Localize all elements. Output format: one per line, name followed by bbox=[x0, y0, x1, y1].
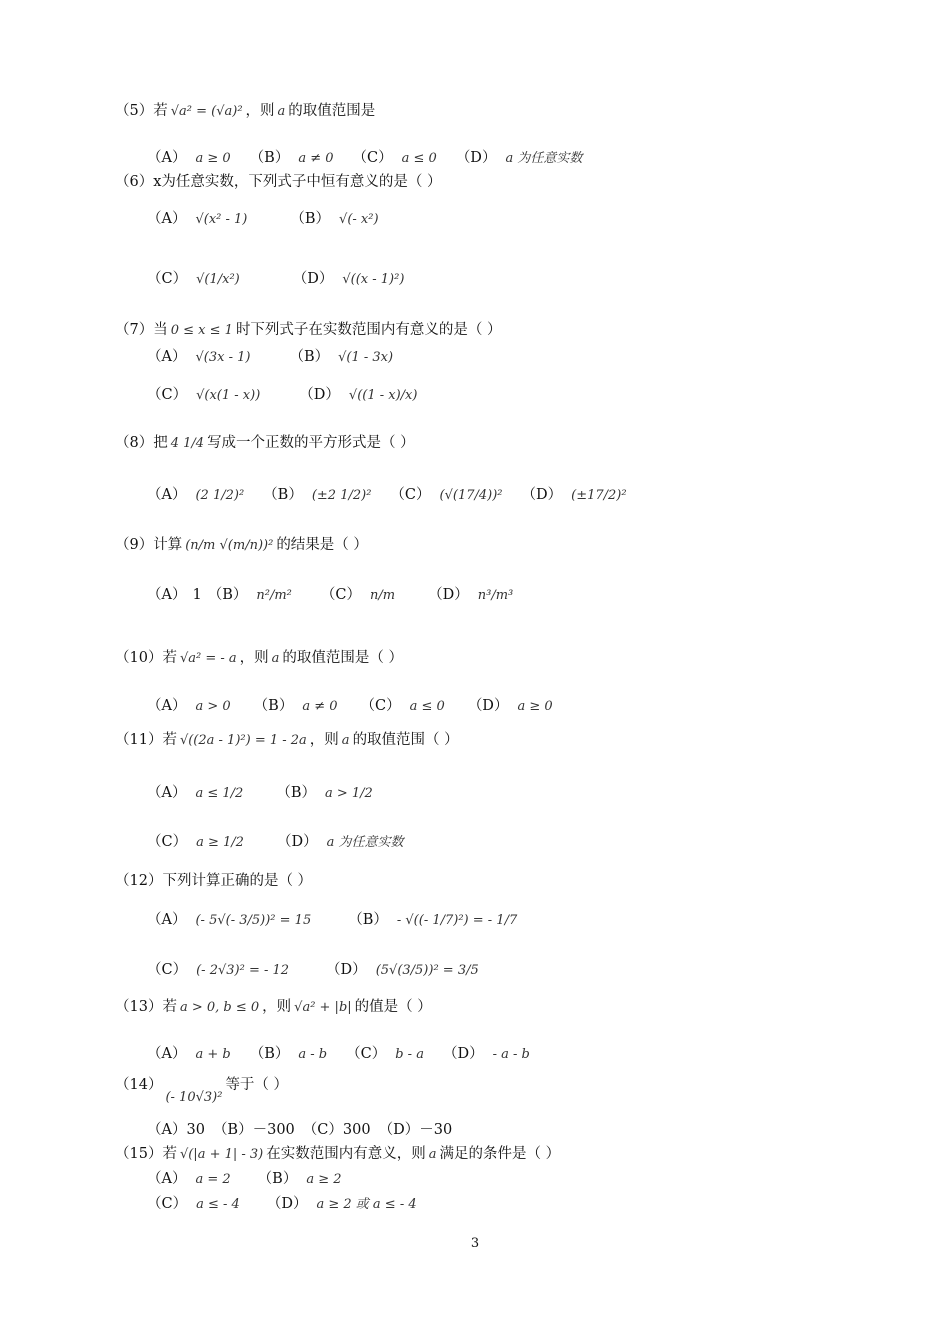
option-label: （A） bbox=[147, 1046, 187, 1062]
option-text: a > 0 bbox=[195, 698, 231, 714]
q12-option-d bbox=[326, 963, 482, 978]
q15-option-b bbox=[258, 1172, 345, 1187]
q13-expression: a > 0, b ≤ 0 bbox=[179, 999, 260, 1015]
option-label: （B） bbox=[249, 1046, 290, 1062]
q15-option-a bbox=[147, 1172, 234, 1187]
option-label: （C） bbox=[390, 487, 431, 503]
option-label: （D） bbox=[292, 271, 334, 287]
option-label: （D） bbox=[428, 587, 469, 603]
option-label: （B） bbox=[290, 211, 331, 227]
q11-tail: 的取值范围（ ） bbox=[352, 732, 459, 748]
q9-option-a bbox=[147, 588, 202, 603]
q6-option-c bbox=[147, 272, 243, 287]
option-label: （B） bbox=[212, 1122, 253, 1138]
q9-expression: (n/m √(m/n))² bbox=[185, 537, 274, 553]
option-text: (- 2√3)² = - 12 bbox=[196, 962, 290, 978]
q8-option-d bbox=[522, 488, 630, 503]
option-text: (2 1/2)² bbox=[195, 487, 245, 503]
option-label: （B） bbox=[207, 587, 248, 603]
q13-tail: 的值是（ ） bbox=[354, 999, 432, 1015]
question-14-options bbox=[147, 1123, 468, 1138]
option-label: （D） bbox=[266, 1196, 308, 1212]
option-text: (- 5√(- 3/5))² = 15 bbox=[195, 912, 312, 928]
q12-option-b bbox=[348, 913, 520, 928]
option-label: （D） bbox=[442, 1046, 484, 1062]
option-label: （C） bbox=[302, 1122, 343, 1138]
question-12-stem bbox=[115, 874, 312, 889]
q15-tail: 在实数范围内有意义，则 bbox=[266, 1146, 426, 1162]
option-text: √((1 - x)/x) bbox=[348, 387, 418, 403]
option-label: （A） bbox=[147, 785, 187, 801]
q10-option-c bbox=[361, 699, 448, 714]
q13-prefix: （13）若 bbox=[115, 999, 177, 1015]
option-label: （C） bbox=[320, 587, 361, 603]
q8-tail: 写成一个正数的平方形式是（ ） bbox=[207, 435, 415, 451]
option-text: √(1 - 3x) bbox=[338, 349, 394, 365]
q14-tail: 等于（ ） bbox=[225, 1077, 289, 1093]
q11-variable: a bbox=[341, 732, 350, 748]
option-label: （D） bbox=[521, 487, 563, 503]
q7-prefix: （7）当 bbox=[115, 322, 168, 338]
option-text: b - a bbox=[395, 1046, 424, 1062]
q5-option-c bbox=[353, 151, 440, 166]
q8-expression: 4 1/4 bbox=[170, 435, 205, 451]
option-text: √(x(1 - x)) bbox=[196, 387, 261, 403]
option-text: a ≠ 0 bbox=[298, 150, 334, 166]
q11-option-a bbox=[147, 786, 246, 801]
q10-option-b bbox=[254, 699, 341, 714]
option-label: （A） bbox=[147, 487, 187, 503]
q15-tail-2: 满足的条件是（ ） bbox=[439, 1146, 561, 1162]
question-12-options-row-1 bbox=[147, 913, 536, 928]
option-text: a ≥ 0 bbox=[517, 698, 553, 714]
q5-option-b bbox=[250, 151, 337, 166]
q15-expression: √(|a + 1| - 3) bbox=[179, 1146, 264, 1162]
q15-variable: a bbox=[428, 1146, 437, 1162]
option-text: a + b bbox=[195, 1046, 231, 1062]
q5-option-d bbox=[456, 151, 586, 166]
question-9-stem bbox=[115, 538, 368, 553]
option-label: （B） bbox=[276, 785, 316, 801]
q11-option-b bbox=[276, 786, 376, 801]
option-text: n/m bbox=[370, 587, 396, 603]
question-7-options-row-2 bbox=[147, 388, 436, 403]
q9-prefix: （9）计算 bbox=[115, 537, 183, 553]
option-label: （C） bbox=[147, 271, 188, 287]
option-label: （C） bbox=[147, 834, 188, 850]
option-text: －30 bbox=[419, 1122, 453, 1138]
q8-prefix: （8）把 bbox=[115, 435, 168, 451]
q6-option-d bbox=[293, 272, 408, 287]
option-text: 30 bbox=[186, 1122, 205, 1138]
q10-expression: √a² = - a bbox=[179, 650, 237, 666]
q10-prefix: （10）若 bbox=[115, 650, 177, 666]
option-text: a ≥ 2 或 a ≤ - 4 bbox=[316, 1196, 417, 1212]
q8-option-c bbox=[390, 488, 505, 503]
question-5-options bbox=[147, 151, 601, 166]
q14-option-a bbox=[147, 1123, 205, 1138]
question-11-stem bbox=[115, 733, 459, 748]
q10-option-d bbox=[468, 699, 556, 714]
page-number: 3 bbox=[470, 1236, 480, 1251]
question-7-options-row-1 bbox=[147, 350, 412, 365]
option-text: a > 1/2 bbox=[324, 785, 373, 801]
option-label: （D） bbox=[276, 834, 318, 850]
option-text: 1 bbox=[192, 587, 202, 603]
option-label: （D） bbox=[299, 387, 340, 403]
q5-expression: √a² = (√a)² bbox=[170, 103, 243, 119]
q11-option-d bbox=[277, 835, 407, 850]
option-text: √(x² - 1) bbox=[195, 211, 248, 227]
option-label: （A） bbox=[147, 1171, 187, 1187]
q5-suffix: ，则 bbox=[245, 103, 275, 119]
option-label: （B） bbox=[249, 150, 290, 166]
question-6-options-row-1 bbox=[147, 212, 398, 227]
q5-option-a bbox=[147, 151, 234, 166]
option-label: （B） bbox=[253, 698, 294, 714]
option-label: （C） bbox=[346, 1046, 387, 1062]
question-8-stem bbox=[115, 436, 415, 451]
q6-option-a bbox=[147, 212, 250, 227]
q13-option-a bbox=[147, 1047, 234, 1062]
option-label: （A） bbox=[147, 698, 187, 714]
option-text: (±17/2)² bbox=[571, 487, 627, 503]
option-label: （B） bbox=[348, 912, 388, 928]
q14-option-d bbox=[379, 1123, 453, 1138]
option-label: （C） bbox=[147, 962, 188, 978]
question-15-options-row-1 bbox=[147, 1172, 361, 1187]
q12-stem: （12）下列计算正确的是（ ） bbox=[115, 873, 313, 889]
option-text: a ≤ 0 bbox=[401, 150, 437, 166]
q7-option-a bbox=[147, 350, 253, 365]
option-label: （A） bbox=[147, 150, 187, 166]
q11-suffix: ，则 bbox=[309, 732, 339, 748]
q8-option-b bbox=[263, 488, 374, 503]
option-text: a = 2 bbox=[195, 1171, 231, 1187]
q12-option-c bbox=[147, 963, 292, 978]
question-10-options bbox=[147, 699, 572, 714]
question-9-options bbox=[147, 588, 532, 603]
question-6-stem bbox=[115, 175, 442, 190]
q7-option-c bbox=[147, 388, 263, 403]
q6-stem: （6）x为任意实数，下列式子中恒有意义的是（ ） bbox=[115, 174, 442, 190]
option-label: （D） bbox=[455, 150, 497, 166]
question-5-stem bbox=[115, 104, 375, 119]
option-label: （D） bbox=[467, 698, 509, 714]
q15-option-d bbox=[267, 1197, 420, 1212]
question-11-options-row-1 bbox=[147, 786, 392, 801]
option-label: （C） bbox=[360, 698, 401, 714]
q13-suffix: ，则 bbox=[262, 999, 292, 1015]
q10-variable: a bbox=[271, 650, 280, 666]
question-7-stem bbox=[115, 323, 502, 338]
q15-option-c bbox=[147, 1197, 243, 1212]
option-text: a ≠ 0 bbox=[302, 698, 338, 714]
q14-option-b bbox=[213, 1123, 295, 1138]
q7-option-d bbox=[299, 388, 420, 403]
q13-option-b bbox=[250, 1047, 330, 1062]
q7-option-b bbox=[289, 350, 396, 365]
option-text: n³/m³ bbox=[477, 587, 514, 603]
option-text: a ≥ 2 bbox=[306, 1171, 342, 1187]
option-text: a ≤ - 4 bbox=[196, 1196, 240, 1212]
option-text: a - b bbox=[298, 1046, 328, 1062]
q7-expression: 0 ≤ x ≤ 1 bbox=[170, 322, 233, 338]
q12-option-a bbox=[147, 913, 314, 928]
option-text: a ≤ 0 bbox=[409, 698, 445, 714]
option-text: √((x - 1)²) bbox=[342, 271, 405, 287]
option-label: （A） bbox=[147, 349, 187, 365]
option-label: （A） bbox=[147, 587, 187, 603]
q13-expression-2: √a² + |b| bbox=[294, 999, 352, 1015]
option-label: （A） bbox=[147, 912, 187, 928]
option-text: n²/m² bbox=[256, 587, 292, 603]
question-14-stem bbox=[115, 1077, 289, 1105]
option-text: a 为任意实数 bbox=[505, 150, 583, 166]
question-15-options-row-2 bbox=[147, 1197, 436, 1212]
option-text: (±2 1/2)² bbox=[311, 487, 372, 503]
q11-option-c bbox=[147, 835, 247, 850]
question-15-stem bbox=[115, 1147, 560, 1162]
question-10-stem bbox=[115, 651, 403, 666]
option-text: a ≥ 1/2 bbox=[196, 834, 244, 850]
q10-tail: 的取值范围是（ ） bbox=[282, 650, 404, 666]
q14-expression: (- 10√3)² bbox=[165, 1089, 223, 1105]
question-8-options bbox=[147, 488, 646, 503]
option-label: （D） bbox=[326, 962, 367, 978]
question-11-options-row-2 bbox=[147, 835, 422, 850]
q14-option-c bbox=[303, 1123, 371, 1138]
option-text: a 为任意实数 bbox=[326, 834, 404, 850]
option-label: （B） bbox=[257, 1171, 298, 1187]
q11-expression: √((2a - 1)²) = 1 - 2a bbox=[179, 732, 307, 748]
q13-option-d bbox=[443, 1047, 533, 1062]
q8-option-a bbox=[147, 488, 247, 503]
option-label: （D） bbox=[378, 1122, 420, 1138]
option-label: （B） bbox=[263, 487, 303, 503]
option-text: a ≥ 0 bbox=[195, 150, 231, 166]
q6-option-b bbox=[290, 212, 381, 227]
option-label: （A） bbox=[147, 211, 187, 227]
question-6-options-row-2 bbox=[147, 272, 423, 287]
option-label: （C） bbox=[147, 387, 188, 403]
option-label: （A） bbox=[147, 1122, 187, 1138]
q5-tail: 的取值范围是 bbox=[288, 103, 376, 119]
option-text: √(- x²) bbox=[339, 211, 379, 227]
option-text: (√(17/4))² bbox=[439, 487, 503, 503]
q9-tail: 的结果是（ ） bbox=[276, 537, 368, 553]
q9-option-c bbox=[321, 588, 398, 603]
option-text: √(3x - 1) bbox=[195, 349, 251, 365]
q11-prefix: （11）若 bbox=[115, 732, 177, 748]
q10-suffix: ，则 bbox=[239, 650, 269, 666]
option-text: (5√(3/5))² = 3/5 bbox=[375, 962, 479, 978]
option-text: - a - b bbox=[492, 1046, 530, 1062]
q9-option-b bbox=[208, 588, 295, 603]
q10-option-a bbox=[147, 699, 234, 714]
option-label: （C） bbox=[352, 150, 393, 166]
q9-option-d bbox=[428, 588, 516, 603]
question-12-options-row-2 bbox=[147, 963, 498, 978]
option-text: √(1/x²) bbox=[196, 271, 240, 287]
option-text: a ≤ 1/2 bbox=[195, 785, 244, 801]
question-13-options bbox=[147, 1047, 549, 1062]
option-label: （B） bbox=[289, 349, 330, 365]
q14-prefix: （14） bbox=[115, 1077, 163, 1093]
q5-prefix: （5）若 bbox=[115, 103, 168, 119]
question-13-stem bbox=[115, 1000, 432, 1015]
q15-prefix: （15）若 bbox=[115, 1146, 177, 1162]
option-text: - √((- 1/7)²) = - 1/7 bbox=[396, 912, 518, 928]
q7-tail: 时下列式子在实数范围内有意义的是（ ） bbox=[235, 322, 502, 338]
option-label: （C） bbox=[147, 1196, 188, 1212]
q5-variable: a bbox=[277, 103, 286, 119]
q13-option-c bbox=[346, 1047, 427, 1062]
option-text: －300 bbox=[252, 1122, 295, 1138]
option-text: 300 bbox=[342, 1122, 371, 1138]
